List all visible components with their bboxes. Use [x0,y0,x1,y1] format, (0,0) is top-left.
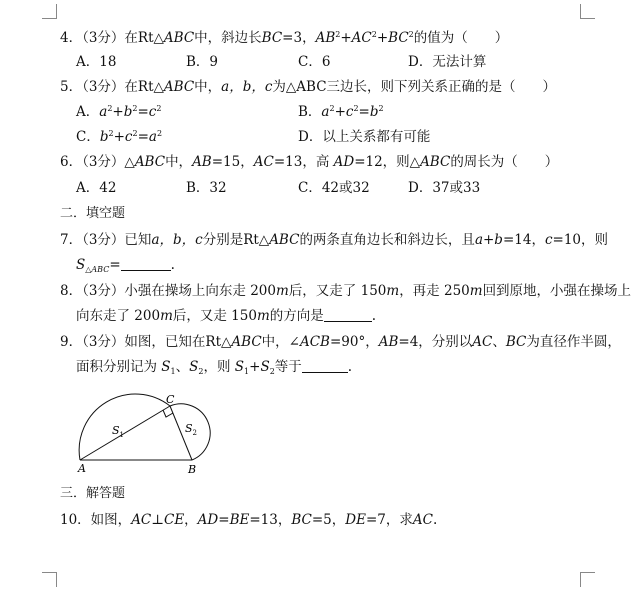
question-5-option-a: A．$a^2+b^2=c^2$ [76,104,162,120]
question-7-answer-line: $S_{\triangle ABC}=$ . [76,257,175,274]
right-angle-mark [163,410,173,417]
question-8-line-2: 向东走了 200m后，又走 150m的方向是 . [76,308,377,324]
section-fill-in-title: 二．填空题 [60,206,126,221]
question-5-option-c: C．$b^2+c^2=a^2$ [76,129,163,145]
question-6-option-c: C．42或32 [298,180,370,196]
corner-mark-top-right [580,4,595,19]
label-c: C [166,393,175,406]
corner-mark-bottom-right [580,572,595,587]
question-4-option-d: D．无法计算 [408,54,487,70]
question-4-stem: 4．（3分）在Rt△ABC中，斜边长BC=3，$AB^2+AC^2+BC^2$的值为（ ） [60,30,509,46]
question-9-line-1: 9．（3分）如图，已知在Rt△ABC中，∠ACB=90°，AB=4，分别以AC、BC为直径作半圆， [60,334,621,350]
question-4-option-c: C．6 [298,54,331,70]
answer-blank[interactable] [302,359,348,373]
label-a: A [78,462,86,475]
question-6-option-a: A．42 [76,180,117,196]
question-4-option-a: A．18 [76,54,117,70]
label-b: B [188,463,197,476]
label-s1: $S_1$ [112,424,125,439]
question-9-line-2: 面积分别记为 $S_1$、$S_2$，则 $S_1+S_2$等于 . [76,359,353,376]
question-4-option-b: B．9 [186,54,219,70]
answer-blank[interactable] [324,308,372,322]
corner-mark-top-left [42,4,57,19]
question-10-stem: 10．如图，AC⊥CE，AD=BE=13，BC=5，DE=7，求AC. [60,512,438,528]
question-5-option-b: B．$a^2+c^2=b^2$ [298,104,384,120]
section-answer-title: 三．解答题 [60,486,126,501]
semicircle-on-ac [79,394,170,460]
question-7-stem: 7．（3分）已知a，b，c分别是Rt△ABC的两条直角边长和斜边长，且a+b=14，c=10，则 [60,232,609,248]
question-6-stem: 6．（3分）△ABC中，AB=15，AC=13，高 AD=12，则△ABC的周长为（ ） [60,154,559,170]
label-s2: $S_2$ [185,422,198,437]
answer-blank[interactable] [121,257,171,271]
question-5-stem: 5．（3分）在Rt△ABC中，a，b，c为△ABC三边长，则下列关系正确的是（ ） [60,79,557,95]
side-ac [80,406,170,460]
question-6-option-b: B．32 [186,180,227,196]
question-5-option-d: D．以上关系都有可能 [298,129,431,145]
corner-mark-bottom-left [42,572,57,587]
semicircle-figure [70,386,240,476]
question-6-option-d: D．37或33 [408,180,481,196]
question-8-line-1: 8．（3分）小强在操场上向东走 200m后，又走了 150m，再走 250m回到原地，小强在操场上 [60,283,632,299]
